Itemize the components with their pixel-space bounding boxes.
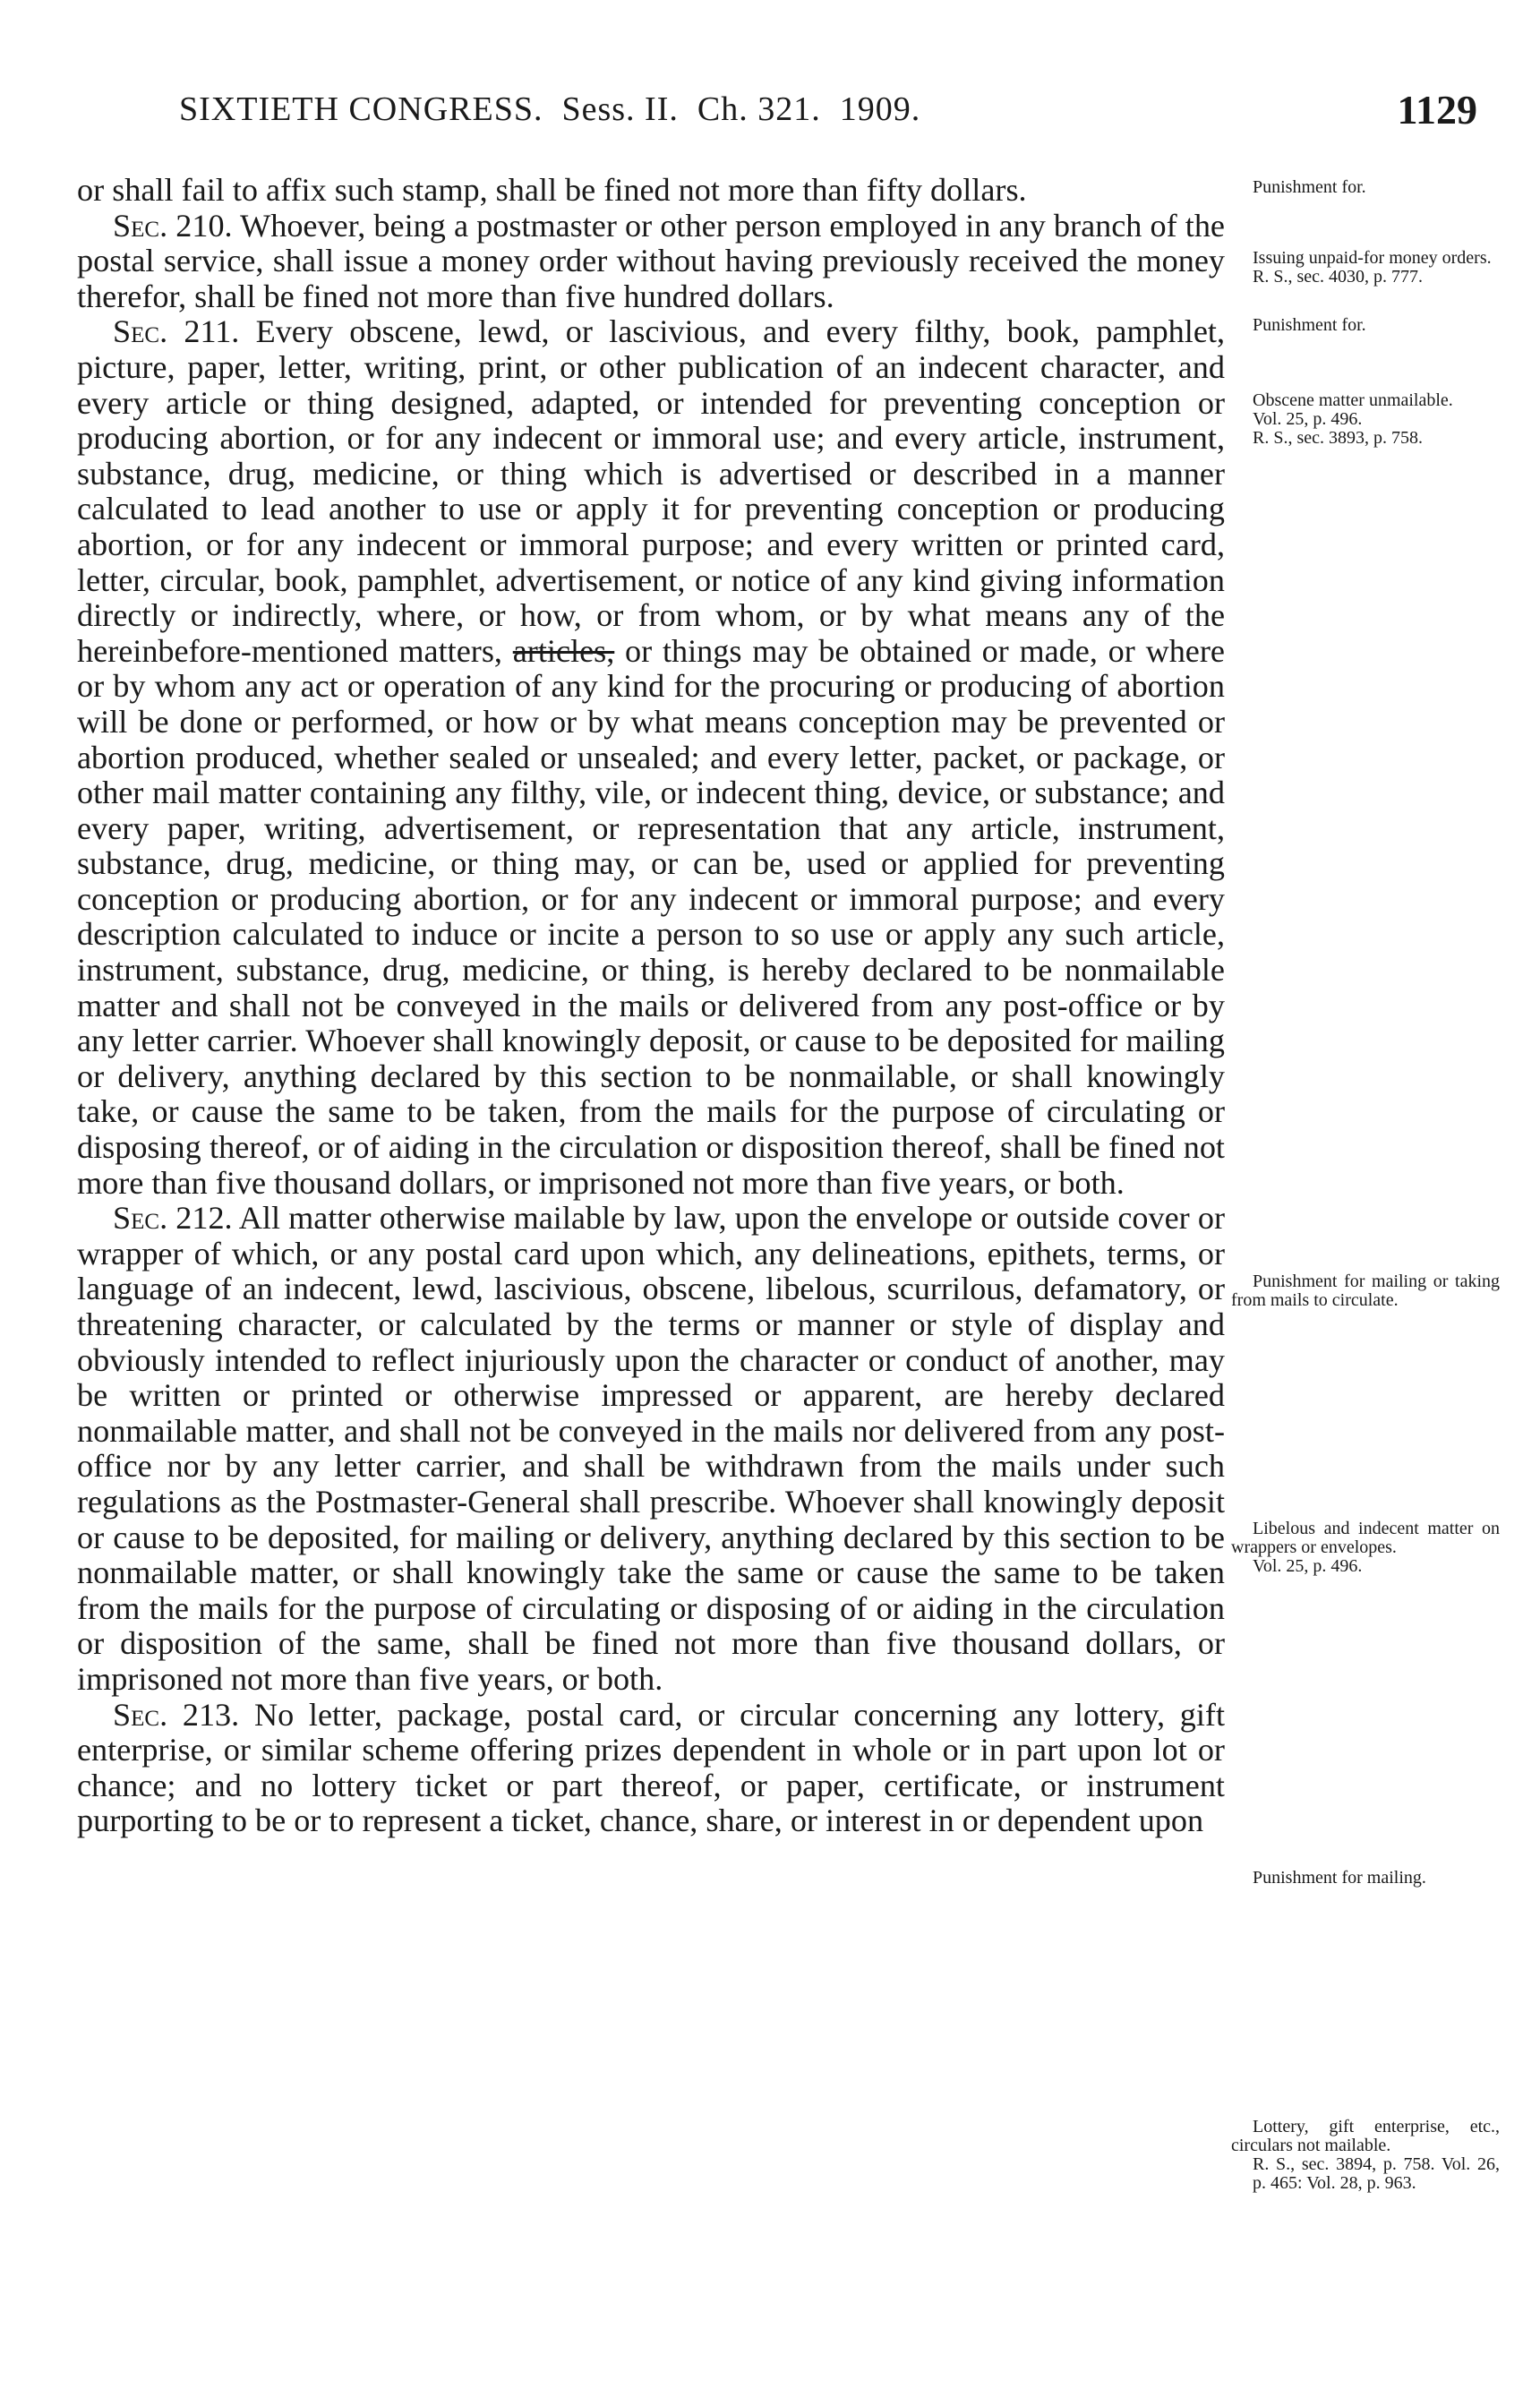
margin-note-punishment-mailing: Punishment for mailing. <box>1253 1868 1426 1888</box>
margin-note-lottery: Lottery, gift enterprise, etc., circulars not mailable. R. S., sec. 3894, p. 758. Vol. 26, p. 465: Vol. 28, p. 963. <box>1231 2117 1500 2193</box>
struck-word: articles, <box>512 632 615 669</box>
section-text: or things may be obtained or made, or where or by whom any act or operation of any kind for the procuring or producing of abortion will be done or performed, or how or by what means conception may be prevented or abortion produced, whether sealed or unsealed; and every letter, packet, or package, or other mail matter containing any filthy, vile, or indecent thing, device, or substance; and every paper, writing, advertisement, or representation that any article, instrument, substance, drug, medicine, or thing may, or can be, used or applied for preventing conception or producing abortion, or for any indecent or immoral purpose; and every description calculated to induce or incite a person to so use or apply any such article, instrument, substance, drug, medicine, or thing, is hereby declared to be nonmailable matter and shall not be conveyed in the mails or delivered from any post-office or by any letter carrier. Whoever shall knowingly deposit, or cause to be deposited for mailing or delivery, anything declared by this section to be nonmailable, or shall knowingly take, or cause the same to be taken, from the mails for the purpose of circulating or disposing thereof, or of aiding in the circulation or disposition thereof, shall be fined not more than five thousand dollars, or imprisoned not more than five years, or both. <box>77 632 1225 1201</box>
section-text: Whoever, being a postmaster or other person employed in any branch of the postal service, shall issue a money order without having previously received the money therefor, shall be fined not more than five hundred dollars. <box>77 207 1225 314</box>
margin-note-obscene-matter: Obscene matter unmailable. Vol. 25, p. 496. R. S., sec. 3893, p. 758. <box>1253 390 1453 448</box>
section-text: All matter otherwise mailable by law, upon the envelope or outside cover or wrapper of which, or any postal card upon which, any delineations, epithets, terms, or language of an indecent, lewd, lascivious, obscene, libelous, scurrilous, defamatory, or threatening character, or calculated by the terms or manner or style of display and obviously intended to reflect injuriously upon the character or conduct of another, may be written or printed or otherwise impressed or apparent, are hereby declared nonmailable matter, and shall not be conveyed in the mails nor delivered from any post-office nor by any letter carrier, and shall be withdrawn from the mails under such regulations as the Postmaster-General shall prescribe. Whoever shall knowingly deposit or cause to be deposited, for mailing or delivery, anything declared by this section to be nonmailable matter, or shall knowingly take the same or cause the same to be taken from the mails for the purpose of circulating or disposing of or aiding in the circulation or disposition of the same, shall be fined not more than five thousand dollars, or imprisoned not more than five years, or both. <box>77 1200 1226 1697</box>
margin-note-punishment: Punishment for. <box>1253 177 1366 197</box>
section-210 <box>77 209 1225 315</box>
section-212 <box>77 1201 1225 1697</box>
section-text: No letter, package, postal card, or circular concerning any lottery, gift enterprise, or similar scheme offering prizes dependent in whole or in part upon lot or chance; and no lottery ticket or part thereof, or paper, certificate, or instrument purporting to be or to represent a ticket, chance, share, or interest in or dependent upon <box>77 1696 1225 1839</box>
margin-note-punishment: Punishment for. <box>1253 315 1366 335</box>
section-label: Sec. 213. <box>113 1696 240 1733</box>
continued-paragraph: or shall fail to affix such stamp, shall be fined not more than fifty dollars. <box>77 172 1027 208</box>
section-label: Sec. 212. <box>113 1200 233 1237</box>
statute-body <box>77 173 1225 1839</box>
page-header <box>179 87 1477 143</box>
margin-note-libelous-matter: Libelous and indecent matter on wrappers or envelopes. Vol. 25, p. 496. <box>1231 1519 1500 1576</box>
chapter-label: Ch. 321. <box>697 90 821 128</box>
section-label: Sec. 211. <box>113 313 240 350</box>
page-number: 1129 <box>1397 87 1477 133</box>
running-head <box>179 90 920 129</box>
section-label: Sec. 210. <box>113 207 233 244</box>
margin-note-punishment-mailing: Punishment for mailing or taking from mails to circulate. <box>1231 1271 1500 1310</box>
margin-note-money-orders: Issuing unpaid-for money orders. R. S., sec. 4030, p. 777. <box>1253 248 1492 287</box>
year-label: 1909. <box>839 90 921 128</box>
section-text: Every obscene, lewd, or lascivious, and every filthy, book, pamphlet, picture, paper, letter, writing, print, or other publication of an indecent character, and every article or thing designed, adapted, or intended for preventing conception or producing abortion, or for any indecent or immoral use; and every article, instrument, substance, drug, medicine, or thing which is advertised or described in a manner calculated to lead another to use or apply it for preventing conception or producing abortion, or for any indecent or immoral purpose; and every written or printed card, letter, circular, book, pamphlet, advertisement, or notice of any kind giving information directly or indirectly, where, or how, or from whom, or by what means any of the hereinbefore-mentioned matters, <box>77 313 1225 669</box>
section-213 <box>77 1698 1225 1839</box>
section-211 <box>77 314 1225 1201</box>
congress-title: SIXTIETH CONGRESS. <box>179 90 543 128</box>
session-label: Sess. II. <box>561 90 679 128</box>
